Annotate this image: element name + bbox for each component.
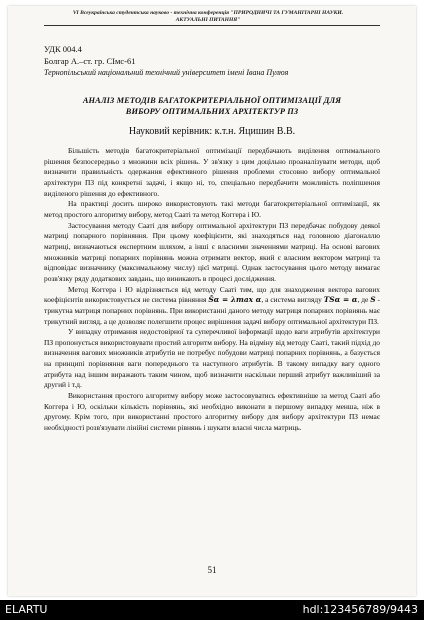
paragraph-4-part-d: - трикутна матриця попарних порівнянь. При використанні даного методу матриця попарних порівнянь має трикутний вигляд, а це дозволяє полегшити процес вирішення задачі вибору оптимальної архітектури ПЗ.: [44, 295, 380, 326]
conference-header-line2: АКТУАЛЬНІ ПИТАННЯ": [175, 16, 241, 23]
paragraph-4-part-b: , а система вигляду: [261, 295, 322, 305]
handle-identifier: hdl:123456789/9443: [302, 603, 418, 616]
conference-header: [58, 10, 358, 23]
udk-code: УДК 004.4: [44, 44, 82, 54]
supervisor-line: Науковий керівник: к.т.н. Яцишин В.В.: [128, 126, 296, 137]
paragraph-4-part-a: Метод Коггера і Ю відрізняється від методу Сааті тим, що для знаходження вектора вагових коефіцієнтів використовується не система рівняння: [44, 284, 380, 305]
page-number: 51: [207, 565, 217, 575]
paragraph-5: У випадку отримання недостовірної та суперечливої інформації щодо ваги атрибутів архітектури ПЗ пропонується використовувати простий алгоритм вибору. На відміну від методу Сааті, такий підхід до визначення вагових множників атрибутів не потребує побудови матриці попарних порівнянь, а базується на принципі порівняння ваги попереднього та наступного атрибутів. В такому випадку вагу одного атрибута над іншим виражають таким чином, щоб визначити наскільки перший атрибут важливіший за другий і т.д.: [44, 327, 380, 390]
repository-name: ELARTU: [5, 603, 48, 616]
header-divider: [44, 25, 380, 26]
paragraph-3: Застосування методу Сааті для вибору оптимальної архітектури ПЗ передбачає побудову деякої матриці попарного порівняння. При цьому коефіцієнти, які знаходяться над головною діагоналлю матриці, визначаються експертним шляхом, а інші є власними значеннями матриці. На основі вагових множників матриці попарних порівнянь можна отримати вектор, який є власним вектором матриці та відповідає визначнику (максимальному числу) цієї матриці. Однак застосування цього методу вимагає розв'язку ряду додаткових завдань, що виникають в процесі дослідження.: [44, 220, 380, 283]
paragraph-2: На практиці досить широко використовують такі методи багатокритеріальної оптимізації, як метод простого алгоритму вибору, метод Сааті та метод Коггера і Ю.: [44, 199, 380, 219]
repository-footer: [0, 600, 424, 620]
paper-title-line1: АНАЛІЗ МЕТОДІВ БАГАТОКРИТЕРІАЛЬНОЇ ОПТИМІЗАЦІЇ ДЛЯ: [82, 96, 342, 105]
paragraph-4-part-c: , де: [357, 295, 369, 305]
paragraph-1: Більшість методів багатокритеріальної оптимізації передбачають виділення оптимального рішення безпосередньо з множини всіх рішень. У зв'язку з цим доцільно проаналізувати методи, щоб визначити правильність одержання ефективного рішення проблеми стосовно вибору оптимальної архітектури ПЗ під конкретні задачі, і якщо ні, то, спеціально передбачити можливість поліпшення виділеного рішення до ефективного.: [44, 146, 380, 198]
paper-title: [52, 95, 372, 117]
paper-title-line2: ВИБОРУ ОПТИМАЛЬНИХ АРХІТЕКТУР ПЗ: [125, 107, 299, 116]
conference-header-line1: VI Всеукраїнська студентська науково - технічна конференція "ПРИРОДНИЧІ ТА ГУМАНІТАРНІ НАУКИ.: [72, 10, 344, 16]
author-line: Болгар А.–ст. гр. СІмс-61: [44, 56, 136, 66]
equation-eigen: S̄α = λmax α: [208, 295, 262, 305]
organization-line: Тернопільський національний технічний університет імені Івана Пулюя: [44, 68, 289, 77]
paper-body: [44, 146, 380, 434]
equation-symbol-s: S: [370, 295, 376, 305]
paragraph-4: [44, 285, 380, 328]
equation-triangular: TSα = α: [323, 295, 358, 305]
paragraph-6: Використання простого алгоритму вибору може застосовуватись ефективніше за метод Сааті або Коггера і Ю, оскільки кількість порівнянь, які необхідно виконати в першому випадку менша, ніж в другому. Крім того, при використанні простого алгоритму вибору для вибору архітектури ПЗ немає необхідності розв'язувати лінійні системи рівнянь і шукати власні числа матриць.: [44, 391, 380, 433]
